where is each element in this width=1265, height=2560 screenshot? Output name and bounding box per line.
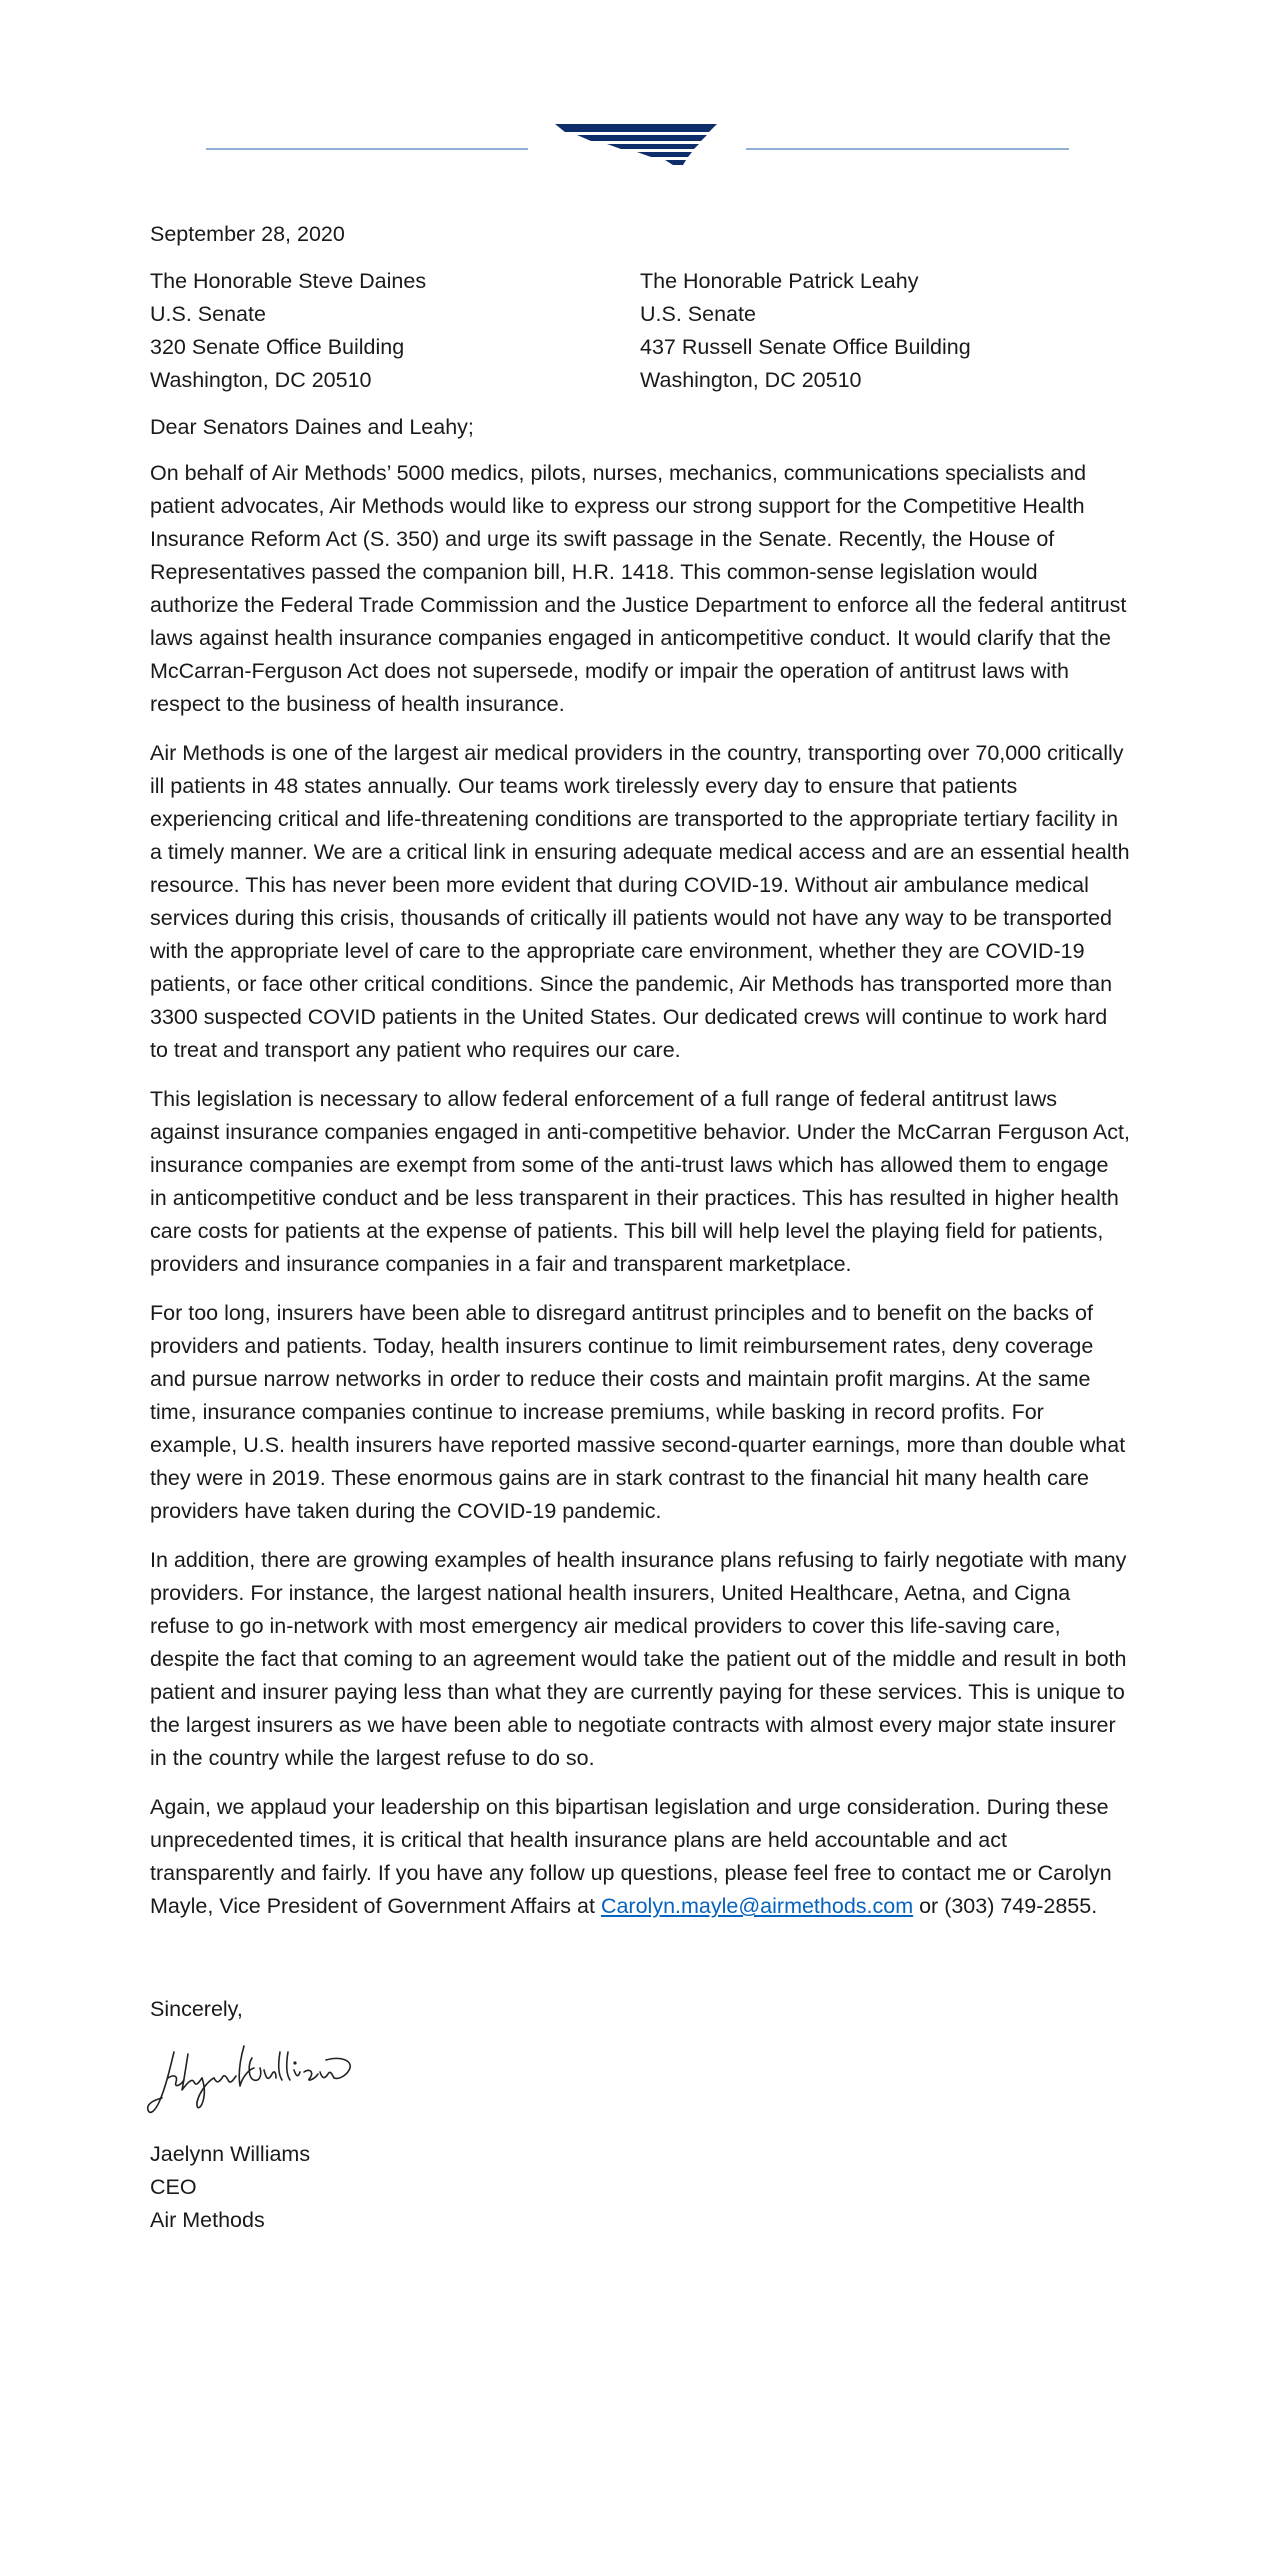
letterhead-rule-left — [206, 148, 528, 150]
recipient-office: U.S. Senate — [640, 302, 756, 326]
body-paragraph: Air Methods is one of the largest air medical providers in the country, transporting over 70,000 critically ill patients in 48 states annually. Our teams work tirelessly every day to ensure that patients experiencing critical and life-threatening conditions are transported to the appropriate tertiary facility in a timely manner. We are a critical link in ensuring adequate medical access and are an essential health resource. This has never been more evident that during COVID-19. Without air ambulance medical services during this crisis, thousands of critically ill patients would not have any way to be transported with the appropriate level of care to the appropriate care environment, whether they are COVID-19 patients, or face other critical conditions. Since the pandemic, Air Methods has transported more than 3300 suspected COVID patients in the United States. Our dedicated crews will continue to work hard to treat and transport any patient who requires our care. — [150, 741, 1130, 1062]
final-paragraph — [150, 1791, 1130, 1923]
closing-block — [150, 1993, 1130, 2237]
air-methods-wing-logo-icon — [555, 124, 717, 166]
recipient-name: The Honorable Patrick Leahy — [640, 269, 919, 293]
body-paragraph: This legislation is necessary to allow federal enforcement of a full range of federal antitrust laws against insurance companies engaged in anti-competitive behavior. Under the McCarran Ferguson Act, insurance companies are exempt from some of the anti-trust laws which has allowed them to engage in anticompetitive conduct and be less transparent in their practices. This has resulted in higher health care costs for patients at the expense of patients. This bill will help level the playing field for patients, providers and insurance companies in a fair and transparent marketplace. — [150, 1087, 1130, 1276]
recipient-building: 437 Russell Senate Office Building — [640, 335, 971, 359]
recipient-city: Washington, DC 20510 — [150, 368, 372, 392]
recipient-city: Washington, DC 20510 — [640, 368, 862, 392]
handwritten-signature — [144, 2034, 364, 2124]
body-paragraph: On behalf of Air Methods’ 5000 medics, pilots, nurses, mechanics, communications specialists and patient advocates, Air Methods would like to express our strong support for the Competitive Health Insurance Reform Act (S. 350) and urge its swift passage in the Senate. Recently, the House of Representatives passed the companion bill, H.R. 1418. This common-sense legislation would authorize the Federal Trade Commission and the Justice Department to enforce all the federal antitrust laws against health insurance companies engaged in anticompetitive conduct. It would clarify that the McCarran-Ferguson Act does not supersede, modify or impair the operation of antitrust laws with respect to the business of health insurance. — [150, 461, 1127, 716]
signer-name: Jaelynn Williams — [150, 2142, 311, 2166]
contact-email-link[interactable]: Carolyn.mayle@airmethods.com — [600, 1894, 914, 1918]
body-paragraph: In addition, there are growing examples of health insurance plans refusing to fairly negotiate with many providers. For instance, the largest national health insurers, United Healthcare, Aetna, and Cigna refuse to go in-network with most emergency air medical providers to cover this life-saving care, despite the fact that coming to an agreement would take the patient out of the middle and result in both patient and insurer paying less than what they are currently paying for these services. This is unique to the largest insurers as we have been able to negotiate contracts with almost every major state insurer in the country while the largest refuse to do so. — [150, 1548, 1127, 1770]
closing-text: Sincerely, — [150, 1997, 243, 2021]
recipient-address-daines — [150, 265, 640, 397]
final-paragraph-text: Again, we applaud your leadership on this bipartisan legislation and urge consideration. During these unprecedented times, it is critical that health insurance plans are held accountable and act transparently and fairly. If you have any follow up questions, please feel free to contact me or Carolyn Mayle, Vice President of Government Affairs at — [150, 1795, 1112, 1918]
letter-date: September 28, 2020 — [150, 222, 345, 246]
salutation: Dear Senators Daines and Leahy; — [150, 415, 474, 439]
recipient-name: The Honorable Steve Daines — [150, 269, 427, 293]
signer-company: Air Methods — [150, 2208, 265, 2232]
letter-body — [150, 218, 1130, 2237]
recipient-office: U.S. Senate — [150, 302, 266, 326]
letterhead — [0, 124, 1265, 174]
body-paragraph: For too long, insurers have been able to disregard antitrust principles and to benefit on the backs of providers and patients. Today, health insurers continue to limit reimbursement rates, deny coverage and pursue narrow networks in order to reduce their costs and maintain profit margins. At the same time, insurance companies continue to increase premiums, while basking in record profits. For example, U.S. health insurers have reported massive second-quarter earnings, more than double what they were in 2019. These enormous gains are in stark contrast to the financial hit many health care providers have taken during the COVID-19 pandemic. — [150, 1301, 1126, 1523]
recipient-address-leahy — [640, 265, 1130, 397]
letterhead-rule-right — [746, 148, 1069, 150]
final-paragraph-phone: or (303) 749-2855. — [913, 1894, 1098, 1918]
recipient-building: 320 Senate Office Building — [150, 335, 405, 359]
recipient-addresses — [150, 265, 1130, 397]
signer-title: CEO — [150, 2175, 197, 2199]
